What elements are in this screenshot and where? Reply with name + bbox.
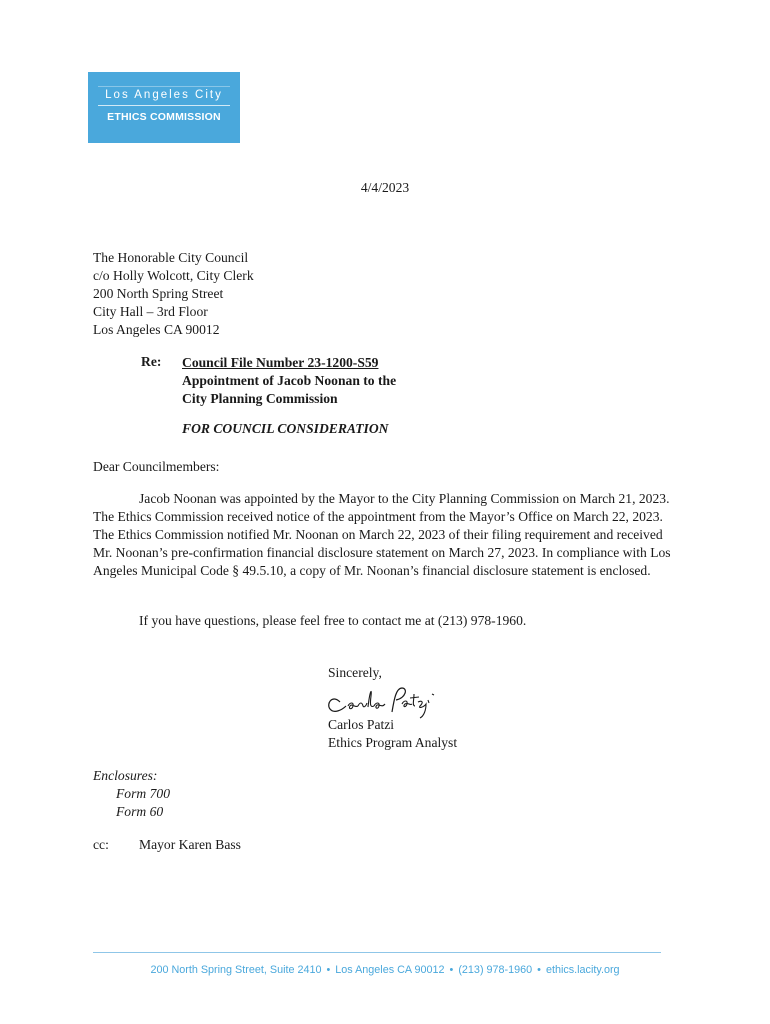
council-file-number: Council File Number 23-1200-S59 (182, 355, 379, 370)
recipient-line: Los Angeles CA 90012 (93, 322, 220, 337)
cc-recipient: Mayor Karen Bass (139, 837, 241, 852)
recipient-address (93, 249, 254, 339)
contact-paragraph: If you have questions, please feel free to contact me at (213) 978-1960. (139, 613, 527, 628)
subject-line: Appointment of Jacob Noonan to the (182, 373, 397, 388)
ethics-commission-logo (88, 72, 240, 143)
signer-name: Carlos Patzi (328, 717, 395, 732)
handwritten-signature (322, 676, 442, 720)
logo-city-text: Los Angeles City (98, 86, 230, 106)
re-subject (182, 354, 396, 408)
signer-title: Ethics Program Analyst (328, 735, 458, 750)
re-label: Re: (141, 354, 162, 369)
recipient-line: 200 North Spring Street (93, 286, 224, 301)
signer-block (328, 716, 457, 752)
footer-separator: • (537, 964, 541, 976)
consideration-heading: FOR COUNCIL CONSIDERATION (182, 421, 389, 436)
body-paragraph (93, 490, 683, 580)
body-paragraph-text: Jacob Noonan was appointed by the Mayor to the City Planning Commission on March 21, 2023. The Ethics Commission received notice of the appointment from the Mayor’s Office on March 22, 2023. The Ethics Commission notified Mr. Noonan on March 22, 2023 of their filing requirement and received Mr. Noonan’s pre-confirmation financial disclosure statement on March 27, 2023. In compliance with Los Angeles Municipal Code § 49.5.10, a copy of Mr. Noonan’s financial disclosure statement is enclosed. (93, 491, 671, 578)
enclosure-item: Form 60 (116, 804, 164, 819)
footer-address: 200 North Spring Street, Suite 2410 (150, 964, 322, 976)
footer-contact (0, 964, 770, 976)
salutation: Dear Councilmembers: (93, 459, 220, 474)
footer-divider (93, 952, 661, 953)
footer-separator: • (449, 964, 454, 976)
footer-phone: (213) 978-1960 (458, 964, 533, 976)
enclosure-item: Form 700 (116, 786, 170, 801)
cc-label: cc: (93, 837, 109, 852)
letter-date: 4/4/2023 (360, 180, 410, 195)
enclosures-label: Enclosures: (93, 768, 158, 783)
recipient-line: City Hall – 3rd Floor (93, 304, 208, 319)
footer-city: Los Angeles CA 90012 (335, 964, 445, 976)
logo-commission-text: ETHICS COMMISSION (107, 111, 221, 123)
closing: Sincerely, (328, 665, 382, 680)
footer-separator: • (326, 964, 331, 976)
recipient-line: c/o Holly Wolcott, City Clerk (93, 268, 254, 283)
recipient-line: The Honorable City Council (93, 250, 249, 265)
footer-website: ethics.lacity.org (545, 964, 620, 976)
enclosures (93, 767, 170, 821)
subject-line: City Planning Commission (182, 391, 338, 406)
